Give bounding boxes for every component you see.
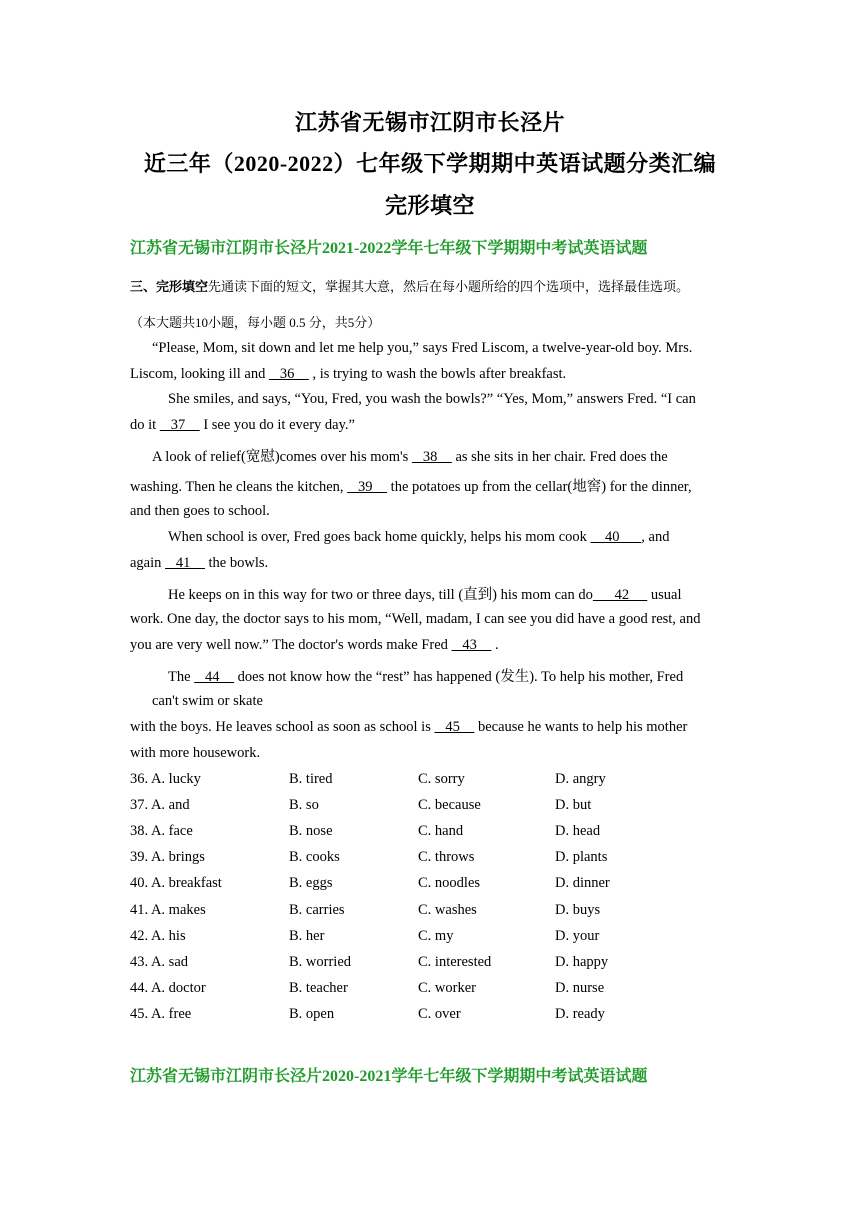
passage-line: washing. Then he cleans the kitchen, 39 the potatoes up from the cellar(地窖) for the dinner, xyxy=(130,479,692,495)
blank-40: 40 xyxy=(590,529,642,545)
option-row-41: 41. A. makes B. carries C. washes D. buys xyxy=(130,902,601,918)
section2-heading: 江苏省无锡市江阴市长泾片2020-2021学年七年级下学期期中考试英语试题 xyxy=(130,1068,648,1085)
passage-line: can't swim or skate xyxy=(152,693,263,709)
blank-42: 42 xyxy=(592,587,648,603)
passage-line: Liscom, looking ill and 36 , is trying to wash the bowls after breakfast. xyxy=(130,366,567,382)
passage-line: you are very well now.” The doctor's words make Fred 43 . xyxy=(130,637,499,653)
passage-line: The 44 does not know how the “rest” has happened (发生). To help his mother, Fred xyxy=(168,669,684,685)
blank-36: 36 xyxy=(268,366,309,382)
option-row-38: 38. A. face B. nose C. hand D. head xyxy=(130,823,601,839)
passage-line: He keeps on in this way for two or three days, till (直到) his mom can do 42 usual xyxy=(168,587,682,603)
blank-43: 43 xyxy=(451,637,492,653)
section1-heading: 江苏省无锡市江阴市长泾片2021-2022学年七年级下学期期中考试英语试题 xyxy=(130,240,648,257)
passage-line: with the boys. He leaves school as soon as school is 45 because he wants to help his mother xyxy=(130,719,688,735)
option-row-43: 43. A. sad B. worried C. interested D. happy xyxy=(130,954,609,970)
instruction-text: 先通读下面的短文，掌握其大意，然后在每小题所给的四个选项中，选择最佳选项。 xyxy=(208,279,690,294)
option-row-37: 37. A. and B. so C. because D. but xyxy=(130,797,592,813)
doc-title-type: 完形填空 xyxy=(384,193,475,218)
passage-line: and then goes to school. xyxy=(130,503,270,519)
instruction-label: 三、完形填空 xyxy=(130,279,209,294)
option-row-40: 40. A. breakfast B. eggs C. noodles D. dinner xyxy=(130,875,610,891)
option-row-44: 44. A. doctor B. teacher C. worker D. nurse xyxy=(130,980,605,996)
option-row-45: 45. A. free B. open C. over D. ready xyxy=(130,1006,605,1022)
passage-line: She smiles, and says, “You, Fred, you wash the bowls?” “Yes, Mom,” answers Fred. “I can xyxy=(168,391,696,407)
passage-line: When school is over, Fred goes back home quickly, helps his mom cook 40 , and xyxy=(168,529,670,545)
blank-45: 45 xyxy=(434,719,475,735)
passage-line: “Please, Mom, sit down and let me help you,” says Fred Liscom, a twelve-year-old boy. Mrs. xyxy=(152,340,693,356)
passage-line: work. One day, the doctor says to his mom, “Well, madam, I can see you did have a good rest, and xyxy=(130,611,701,627)
passage-line: with more housework. xyxy=(130,745,261,761)
blank-39: 39 xyxy=(347,479,388,495)
passage-line: do it 37 I see you do it every day.” xyxy=(130,417,355,433)
option-row-42: 42. A. his B. her C. my D. your xyxy=(130,928,600,944)
doc-title-main: 近三年（2020-2022）七年级下学期期中英语试题分类汇编 xyxy=(143,151,717,176)
section1-instruction xyxy=(130,276,689,295)
option-row-36: 36. A. lucky B. tired C. sorry D. angry xyxy=(130,771,606,787)
blank-44: 44 xyxy=(194,669,235,685)
passage-line: A look of relief(宽慰)comes over his mom's 38 as she sits in her chair. Fred does the xyxy=(152,449,668,465)
option-row-39: 39. A. brings B. cooks C. throws D. plants xyxy=(130,849,608,865)
blank-41: 41 xyxy=(165,555,205,571)
passage-line: again 41 the bowls. xyxy=(130,555,269,571)
blank-38: 38 xyxy=(411,449,452,465)
blank-37: 37 xyxy=(159,417,200,433)
doc-title-region: 江苏省无锡市江阴市长泾片 xyxy=(294,110,565,135)
section1-scoring: （本大题共10小题，每小题 0.5 分，共5分） xyxy=(130,315,381,330)
